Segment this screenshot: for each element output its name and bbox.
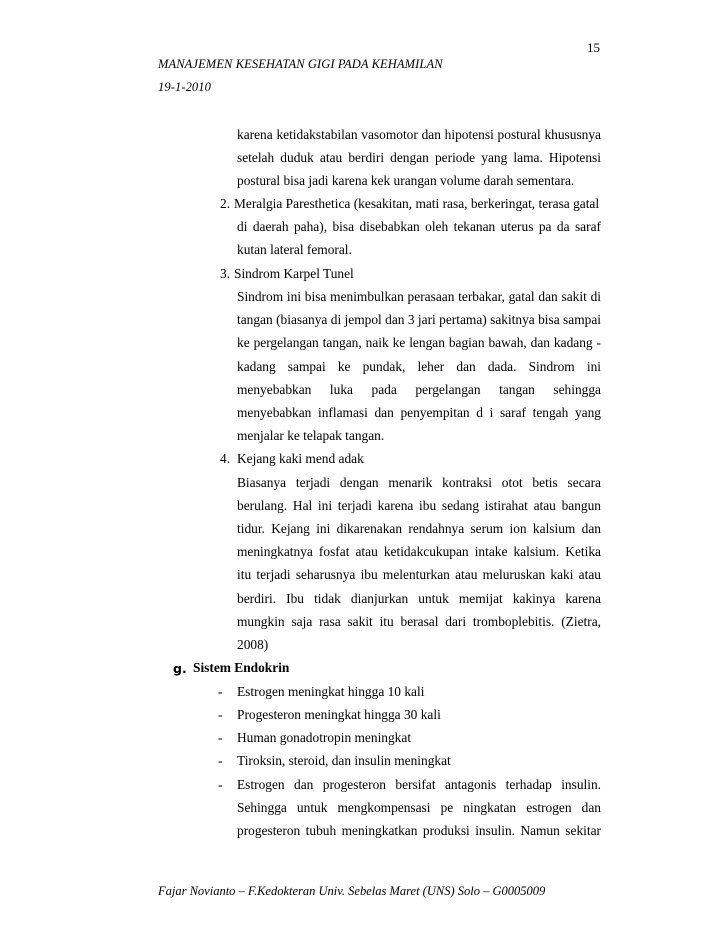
paragraph-line: berulang. Hal ini terjadi karena ibu sedang istirahat atau bangun — [237, 498, 601, 513]
bullet-item: Progesteron meningkat hingga 30 kali — [237, 707, 441, 722]
paragraph-line: menyebabkan inflamasi dan penyempitan d i saraf tengah yang — [237, 405, 601, 420]
paragraph-line: Biasanya terjadi dengan menarik kontraksi otot betis secara — [237, 475, 601, 490]
bullet-dash: - — [218, 753, 223, 768]
section-title: Sistem Endokrin — [193, 660, 290, 675]
section-letter: g. — [173, 661, 187, 676]
page-footer: Fajar Novianto – F.Kedokteran Univ. Sebelas Maret (UNS) Solo – G0005009 — [158, 884, 546, 898]
paragraph-line: tidur. Kejang ini dikarenakan rendahnya serum ion kalsium dan — [237, 521, 601, 536]
paragraph-line: progesteron tubuh meningkatkan produksi insulin. Namun sekitar — [237, 823, 601, 838]
paragraph-line: ke pergelangan tangan, naik ke lengan bagian bawah, dan kadang - — [237, 335, 601, 350]
paragraph-line: Sehingga untuk mengkompensasi pe ningkatan estrogen dan — [237, 800, 601, 815]
bullet-item: Estrogen dan progesteron bersifat antagonis terhadap insulin. — [237, 777, 601, 792]
paragraph-line: karena ketidakstabilan vasomotor dan hipotensi postural khususnya — [237, 127, 601, 142]
paragraph-line: kutan lateral femoral. — [237, 242, 352, 257]
list-number: 3. — [220, 266, 231, 281]
bullet-item: Estrogen meningkat hingga 10 kali — [237, 684, 425, 699]
paragraph-line: itu terjadi seharusnya ibu melenturkan atau meluruskan kaki atau — [237, 567, 601, 582]
list-number: 2. — [220, 196, 231, 211]
document-date: 19-1-2010 — [158, 80, 211, 94]
paragraph-line: meningkatnya fosfat atau ketidakcukupan intake kalsium. Ketika — [237, 544, 601, 559]
paragraph-line: setelah duduk atau berdiri dengan periode yang lama. Hipotensi — [237, 150, 601, 165]
paragraph-line: 2008) — [237, 637, 269, 652]
bullet-dash: - — [218, 707, 223, 722]
bullet-dash: - — [218, 684, 223, 699]
paragraph-line: kadang sampai ke pundak, leher dan dada. Sindrom ini — [237, 359, 601, 374]
paragraph-line: menyebabkan luka pada pergelangan tangan sehingga — [237, 382, 601, 397]
paragraph-line: menjalar ke telapak tangan. — [237, 428, 385, 443]
list-item-heading: Meralgia Paresthetica (kesakitan, mati rasa, berkeringat, terasa gatal — [234, 196, 600, 211]
paragraph-line: tangan (biasanya di jempol dan 3 jari pertama) sakitnya bisa sampai — [237, 312, 601, 327]
list-number: 4. — [220, 451, 231, 466]
bullet-dash: - — [218, 777, 223, 792]
page-number: 15 — [587, 40, 600, 55]
bullet-item: Tiroksin, steroid, dan insulin meningkat — [237, 753, 451, 768]
document-title: MANAJEMEN KESEHATAN GIGI PADA KEHAMILAN — [158, 57, 443, 71]
paragraph-line: Sindrom ini bisa menimbulkan perasaan terbakar, gatal dan sakit di — [237, 289, 601, 304]
paragraph-line: berdiri. Ibu tidak dianjurkan untuk memijat kakinya karena — [237, 591, 601, 606]
paragraph-line: mungkin saja rasa sakit itu berasal dari tromboplebitis. (Zietra, — [237, 614, 601, 629]
paragraph-line: di daerah paha), bisa disebabkan oleh tekanan uterus pa da saraf — [237, 219, 601, 234]
paragraph-line: postural bisa jadi karena kek urangan volume darah sementara. — [237, 173, 575, 188]
bullet-item: Human gonadotropin meningkat — [237, 730, 412, 745]
bullet-dash: - — [218, 730, 223, 745]
list-item-heading: Kejang kaki mend adak — [237, 451, 364, 466]
list-item-heading: Sindrom Karpel Tunel — [234, 266, 354, 281]
